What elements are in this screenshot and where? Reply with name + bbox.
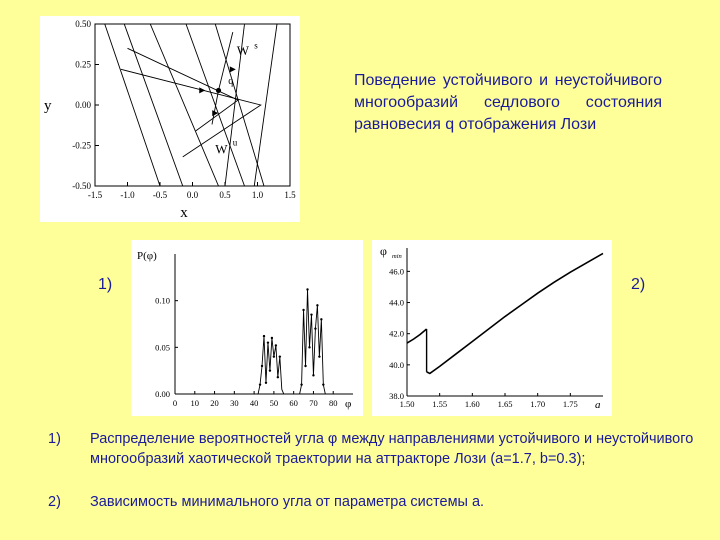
figure-label-1: 1) [98, 276, 113, 293]
y-tick-label: -0.50 [72, 181, 91, 191]
caption-number: 1) [48, 431, 61, 447]
y-tick-label: 44.0 [389, 297, 404, 308]
data-point [269, 369, 271, 371]
data-point [316, 304, 318, 306]
y-tick-label: -0.25 [72, 140, 91, 151]
y-tick-label: 0.10 [155, 295, 170, 306]
x-tick-label: 20 [210, 398, 219, 408]
min-angle-line-1 [427, 253, 603, 373]
x-tick-label: 70 [309, 398, 318, 408]
annotation-q: q [228, 75, 234, 87]
manifold-chart [40, 16, 300, 222]
x-tick-label: -1.5 [87, 190, 103, 200]
y-tick-label: 38.0 [389, 391, 404, 401]
annotation-ws: W [236, 42, 249, 58]
x-tick-label: 0.0 [186, 190, 199, 200]
y-tick-label: 0.05 [155, 342, 170, 353]
data-point [265, 382, 267, 384]
data-point [267, 341, 269, 343]
slide-title: Поведение устойчивого и неустойчивого многообразий седлового состояния равновесия q отображения Лози [354, 72, 662, 133]
data-point [314, 327, 316, 329]
data-point [302, 309, 304, 311]
x-tick-label: 10 [190, 398, 200, 408]
y-tick-label: 40.0 [389, 359, 404, 370]
y-tick-label: 0.50 [75, 19, 91, 29]
data-point [304, 365, 306, 367]
min-angle-line-0 [407, 329, 427, 343]
y-axis-label: P(φ) [137, 250, 157, 262]
x-tick-label: 1.5 [284, 190, 296, 200]
x-axis-label: x [180, 205, 188, 221]
data-point [277, 376, 279, 378]
probability-chart [131, 240, 363, 416]
data-point [259, 383, 261, 385]
figure-label-2: 2) [631, 276, 646, 293]
saddle-point-q [216, 88, 221, 93]
data-point [300, 383, 302, 385]
data-point [318, 355, 320, 357]
annotation-wu: W [215, 141, 228, 157]
data-point [306, 288, 308, 290]
caption-text: Зависимость минимального угла от параметра системы a. [90, 494, 485, 510]
x-tick-label: 0.5 [219, 190, 231, 200]
data-point [320, 318, 322, 320]
x-tick-label: 60 [289, 398, 298, 408]
y-tick-label: 0.00 [75, 100, 91, 110]
x-tick-label: -0.5 [152, 190, 168, 200]
x-tick-label: 1.0 [251, 190, 264, 200]
x-tick-label: -1.0 [120, 190, 135, 200]
manifold-line-2 [150, 24, 218, 186]
caption-text: Распределение вероятностей угла φ между направлениями устойчивого и неустойчивого многообразий хаотической траектории на аттракторе Лози (a=1.7, b=0.3); [90, 431, 694, 467]
y-tick-label: 46.0 [389, 266, 404, 277]
y-axis-label: φ [380, 244, 387, 258]
manifold-line-0 [105, 24, 160, 186]
probability-chart-panel [131, 240, 363, 416]
manifold-chart-panel [40, 16, 300, 222]
data-point [322, 383, 324, 385]
manifold-line-8 [121, 69, 261, 156]
direction-arrow-1 [199, 87, 205, 93]
data-point [310, 313, 312, 315]
x-tick-label: 50 [269, 398, 279, 408]
manifold-line-9 [212, 90, 219, 124]
x-tick-label: 30 [230, 398, 239, 408]
data-point [312, 374, 314, 376]
data-point [261, 365, 263, 367]
caption-number: 2) [48, 494, 61, 510]
min-angle-chart-panel [372, 240, 612, 416]
direction-arrow-0 [230, 66, 236, 72]
y-axis-label: y [44, 98, 52, 114]
x-tick-label: 1.55 [432, 399, 448, 409]
x-tick-label: 1.65 [497, 399, 513, 409]
data-point [273, 355, 275, 357]
manifold-line-1 [124, 24, 183, 186]
y-tick-label: 42.0 [389, 328, 404, 339]
manifold-line-7 [128, 48, 239, 131]
data-point [271, 337, 273, 339]
y-tick-label: 0.00 [155, 389, 170, 399]
annotation-ws-sup: s [254, 40, 258, 51]
x-tick-label: 1.60 [464, 399, 480, 409]
x-axis-label: a [595, 399, 601, 411]
x-tick-label: 0 [172, 398, 178, 408]
data-point [275, 344, 277, 346]
x-tick-label: 80 [328, 398, 338, 408]
x-tick-label: 40 [249, 398, 259, 408]
y-axis-label-sub: min [392, 253, 402, 260]
x-tick-label: 1.75 [562, 399, 578, 409]
y-tick-label: 0.25 [75, 59, 91, 70]
min-angle-chart [372, 240, 612, 416]
data-point [279, 355, 281, 357]
data-point [308, 346, 310, 348]
x-tick-label: 1.50 [399, 399, 415, 409]
x-axis-label: φ [345, 398, 352, 410]
x-tick-label: 1.70 [530, 399, 546, 409]
annotation-wu-sup: u [232, 137, 238, 148]
data-point [263, 335, 265, 337]
